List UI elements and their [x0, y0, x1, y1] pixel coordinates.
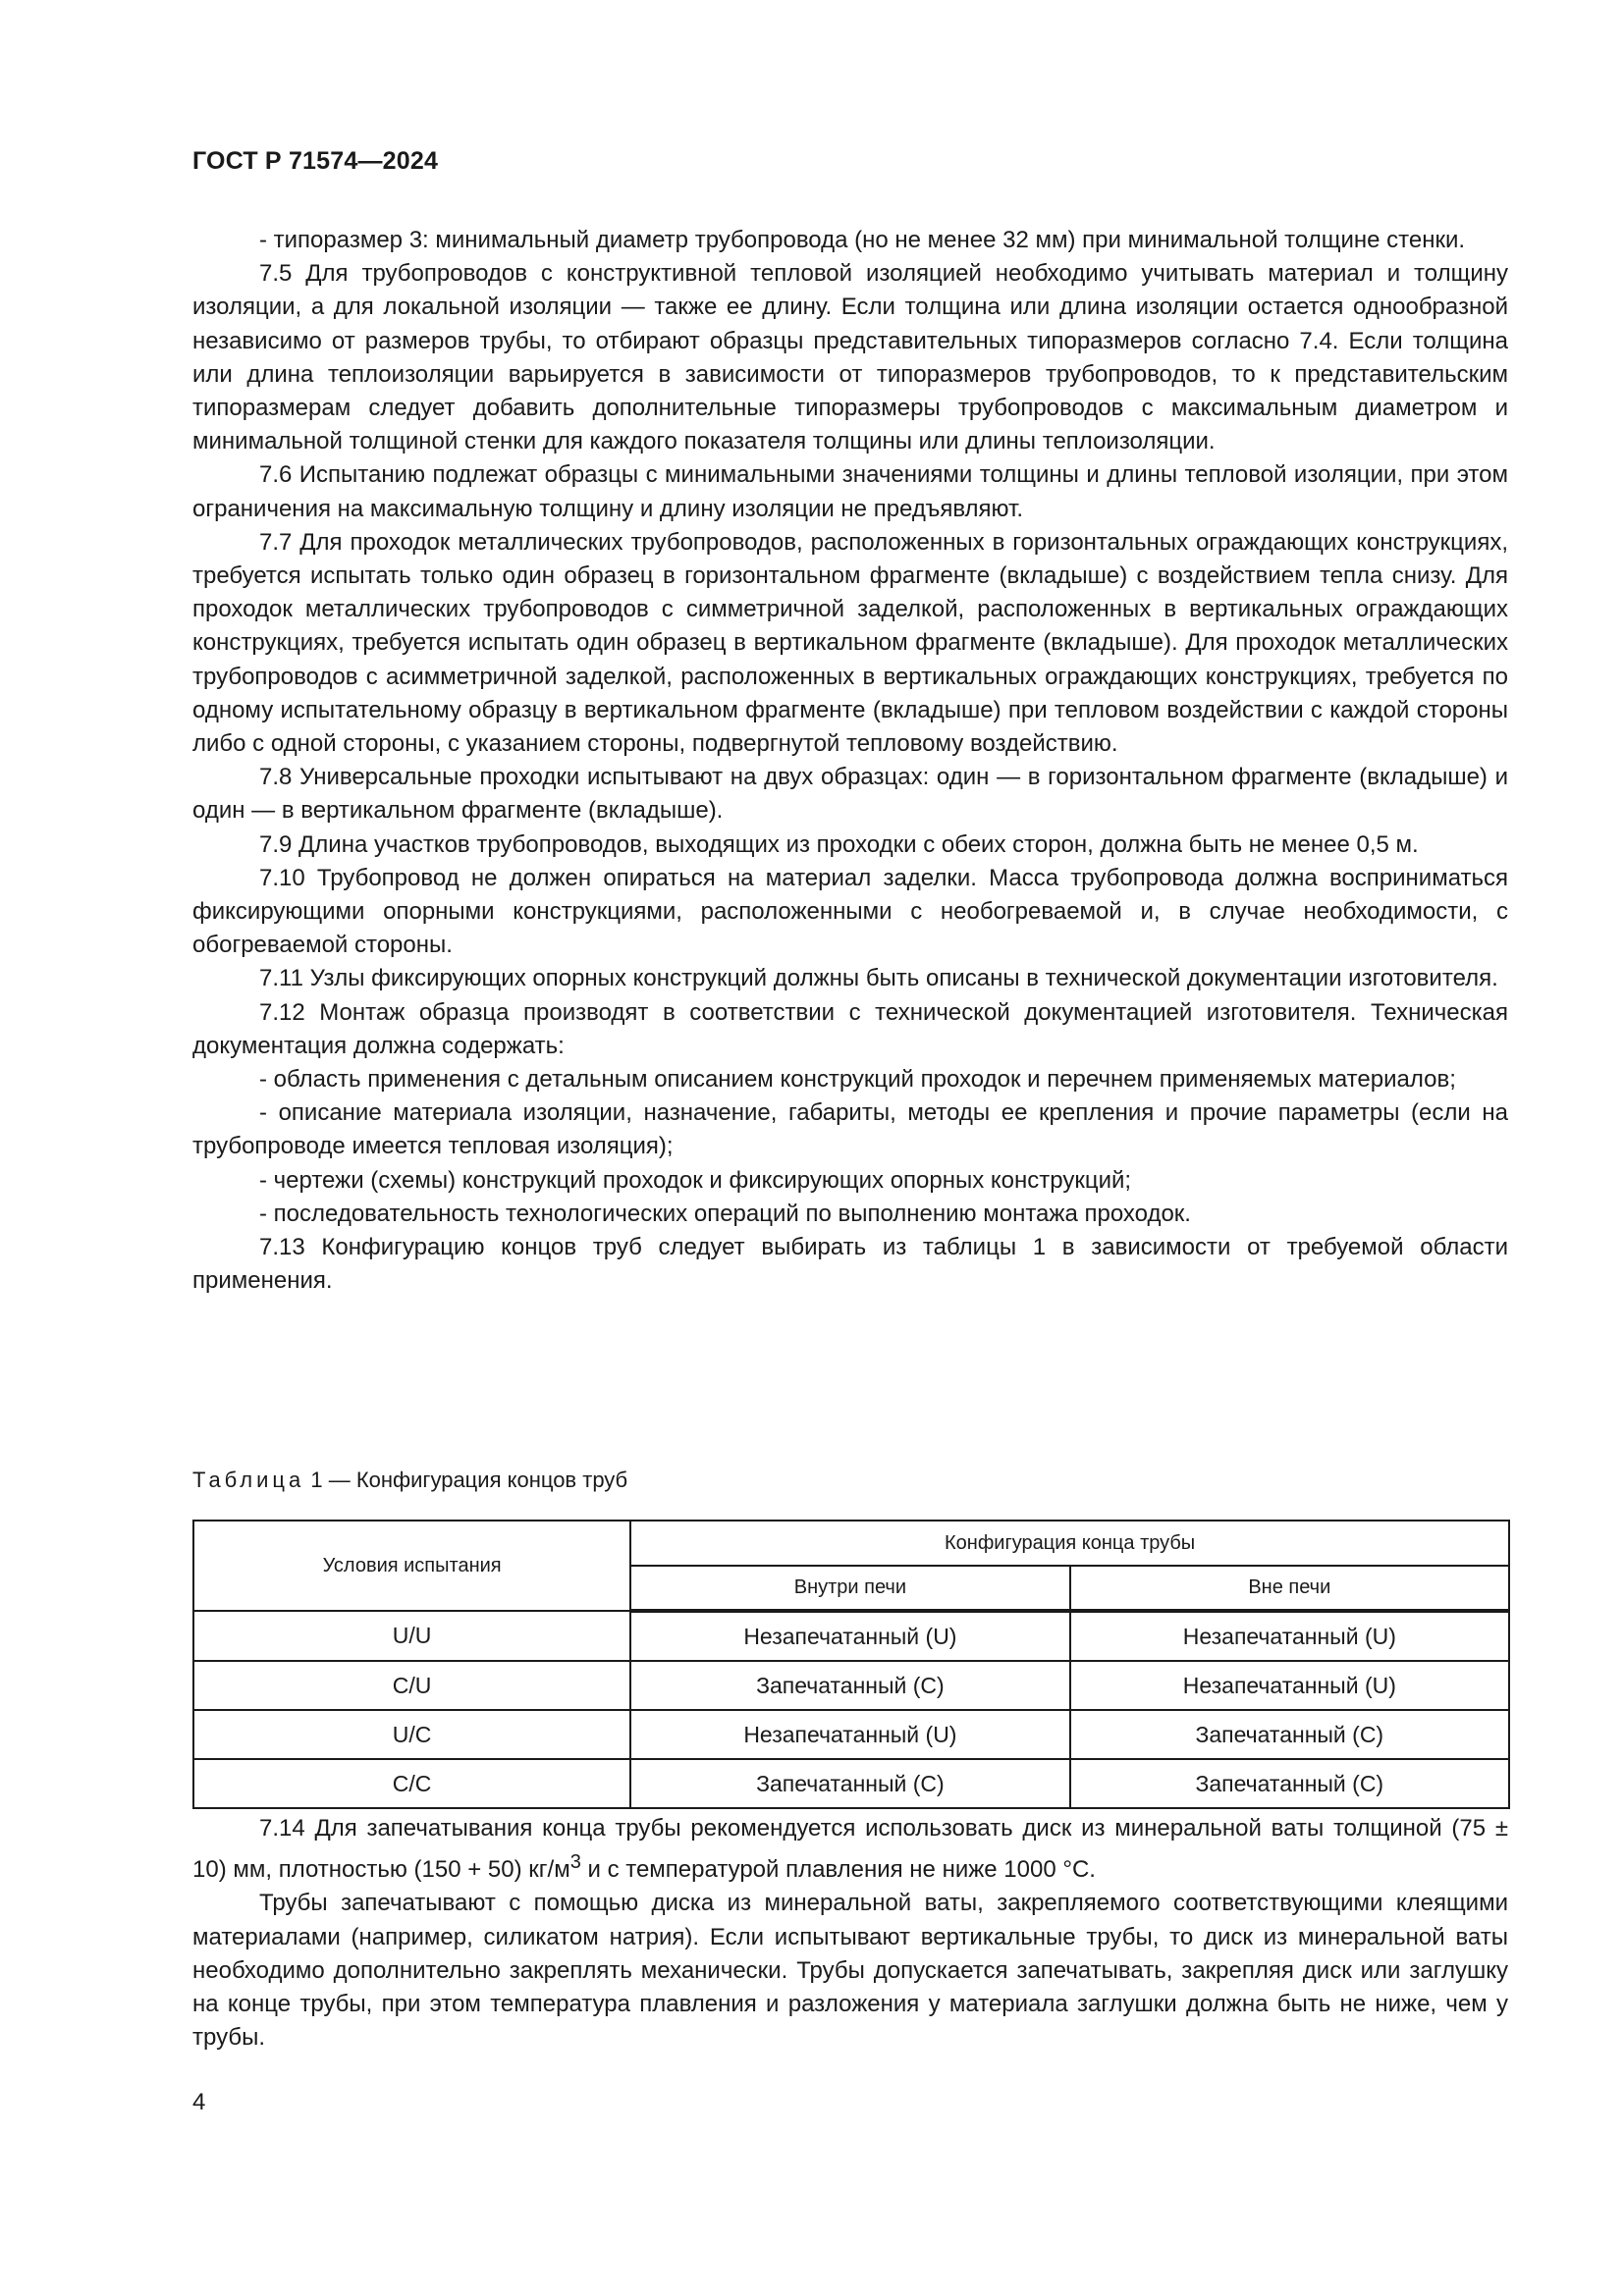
cell-outside: Запечатанный (C) — [1070, 1710, 1509, 1759]
header-inside-furnace: Внутри печи — [630, 1566, 1069, 1611]
cell-condition: U/C — [193, 1710, 630, 1759]
superscript-cubic: 3 — [569, 1851, 581, 1874]
cell-condition: C/U — [193, 1661, 630, 1710]
body-text-after-table — [192, 1812, 1508, 2055]
paragraph-7-9: 7.9 Длина участков трубопроводов, выходящих из проходки с обеих сторон, должна быть не менее 0,5 м. — [259, 830, 1419, 858]
list-item-scope: - область применения с детальным описанием конструкций проходок и перечнем применяемых материалов; — [259, 1066, 1456, 1094]
table-row — [193, 1661, 1509, 1710]
cell-outside: Запечатанный (C) — [1070, 1759, 1509, 1808]
paragraph-sealing-method: Трубы запечатывают с помощью диска из минеральной ваты, закрепляемого соответствующими клеящими материалами (например, силикатом натрия). Если испытывают вертикальные трубы, то диск из минеральной ваты необходимо дополнительно закреплять механически. Трубы допускается запечатывать, закрепляя диск или заглушку на конце трубы, при этом температура плавления и разложения у материала заглушки должна быть не ниже, чем у трубы. — [192, 1890, 1508, 2052]
table-row — [193, 1611, 1509, 1661]
pipe-end-configuration-table — [192, 1520, 1510, 1809]
header-test-conditions: Условия испытания — [193, 1521, 630, 1611]
header-outside-furnace: Вне печи — [1070, 1566, 1509, 1611]
cell-condition: U/U — [193, 1611, 630, 1661]
cell-inside: Запечатанный (C) — [630, 1661, 1069, 1710]
paragraph-7-14-end: и с температурой плавления не ниже 1000 °C. — [580, 1856, 1096, 1884]
table-row — [193, 1710, 1509, 1759]
cell-outside: Незапечатанный (U) — [1070, 1611, 1509, 1661]
paragraph-7-6: 7.6 Испытанию подлежат образцы с минимальными значениями толщины и длины тепловой изоляции, при этом ограничения на максимальную толщину и длину изоляции не предъявляют. — [192, 461, 1508, 522]
list-item-sequence: - последовательность технологических операций по выполнению монтажа проходок. — [259, 1200, 1191, 1227]
paragraph-7-8: 7.8 Универсальные проходки испытывают на двух образцах: один — в горизонтальном фрагменте (вкладыше) и один — в вертикальном фрагменте (вкладыше). — [192, 764, 1508, 825]
cell-inside: Незапечатанный (U) — [630, 1710, 1069, 1759]
paragraph-7-14 — [192, 1812, 1508, 1887]
table-row — [193, 1759, 1509, 1808]
cell-inside: Незапечатанный (U) — [630, 1611, 1069, 1661]
table-caption-title: 1 — Конфигурация концов труб — [304, 1468, 628, 1492]
document-code-header: ГОСТ Р 71574—2024 — [192, 147, 439, 175]
paragraph-7-14-text: 7.14 Для запечатывания конца трубы рекомендуется использовать диск из минеральной ваты толщиной (75 ± 10) мм, плотностью (150 + 50) кг/м — [192, 1815, 1508, 1884]
cell-outside: Незапечатанный (U) — [1070, 1661, 1509, 1710]
paragraph-size-3: - типоразмер 3: минимальный диаметр трубопровода (но не менее 32 мм) при минимальной толщине стенки. — [259, 227, 1466, 253]
paragraph-7-10: 7.10 Трубопровод не должен опираться на материал заделки. Масса трубопровода должна восприниматься фиксирующими опорными конструкциями, расположенными с необогреваемой и, в случае необходимости, с обогреваемой стороны. — [192, 864, 1508, 959]
body-text-before-table — [192, 224, 1508, 1299]
list-item-insulation: - описание материала изоляции, назначение, габариты, методы ее крепления и прочие параметры (если на трубопроводе имеется тепловая изоляция); — [192, 1099, 1508, 1160]
paragraph-7-13: 7.13 Конфигурацию концов труб следует выбирать из таблицы 1 в зависимости от требуемой области применения. — [192, 1234, 1508, 1295]
paragraph-7-12: 7.12 Монтаж образца производят в соответствии с технической документацией изготовителя. Техническая документация должна содержать: — [192, 998, 1508, 1059]
list-item-drawings: - чертежи (схемы) конструкций проходок и фиксирующих опорных конструкций; — [259, 1166, 1132, 1194]
table-caption-word: Таблица — [192, 1468, 305, 1492]
header-pipe-end-configuration: Конфигурация конца трубы — [630, 1521, 1509, 1566]
cell-condition: C/C — [193, 1759, 630, 1808]
paragraph-7-7: 7.7 Для проходок металлических трубопроводов, расположенных в горизонтальных ограждающих конструкциях, требуется испытать только один образец в горизонтальном фрагменте (вкладыше) с воздействием тепла снизу. Для проходок металлических трубопроводов с симметричной заделкой, расположенных в вертикальных ограждающих конструкциях, требуется испытать один образец в вертикальном фрагменте (вкладыше). Для проходок металлических трубопроводов с асимметричной заделкой, расположенных в вертикальных ограждающих конструкциях, требуется по одному испытательному образцу в вертикальном фрагменте (вкладыше) при тепловом воздействии с каждой стороны либо с одной стороны, с указанием стороны, подвергнутой тепловому воздействию. — [192, 528, 1508, 758]
paragraph-7-5: 7.5 Для трубопроводов с конструктивной тепловой изоляцией необходимо учитывать материал и толщину изоляции, а для локальной изоляции — также ее длину. Если толщина или длина изоляции остается однообразной независимо от размеров трубы, то отбирают образцы представительных типоразмеров согласно 7.4. Если толщина или длина теплоизоляции варьируется в зависимости от типоразмеров трубопроводов, то к представительским типоразмерам следует добавить дополнительные типоразмеры трубопроводов с максимальным диаметром и минимальной толщиной стенки для каждого показателя толщины или длины теплоизоляции. — [192, 260, 1508, 455]
table-caption — [192, 1466, 627, 1495]
cell-inside: Запечатанный (C) — [630, 1759, 1069, 1808]
page-number: 4 — [192, 2089, 206, 2115]
paragraph-7-11: 7.11 Узлы фиксирующих опорных конструкций должны быть описаны в технической документации изготовителя. — [259, 965, 1498, 992]
